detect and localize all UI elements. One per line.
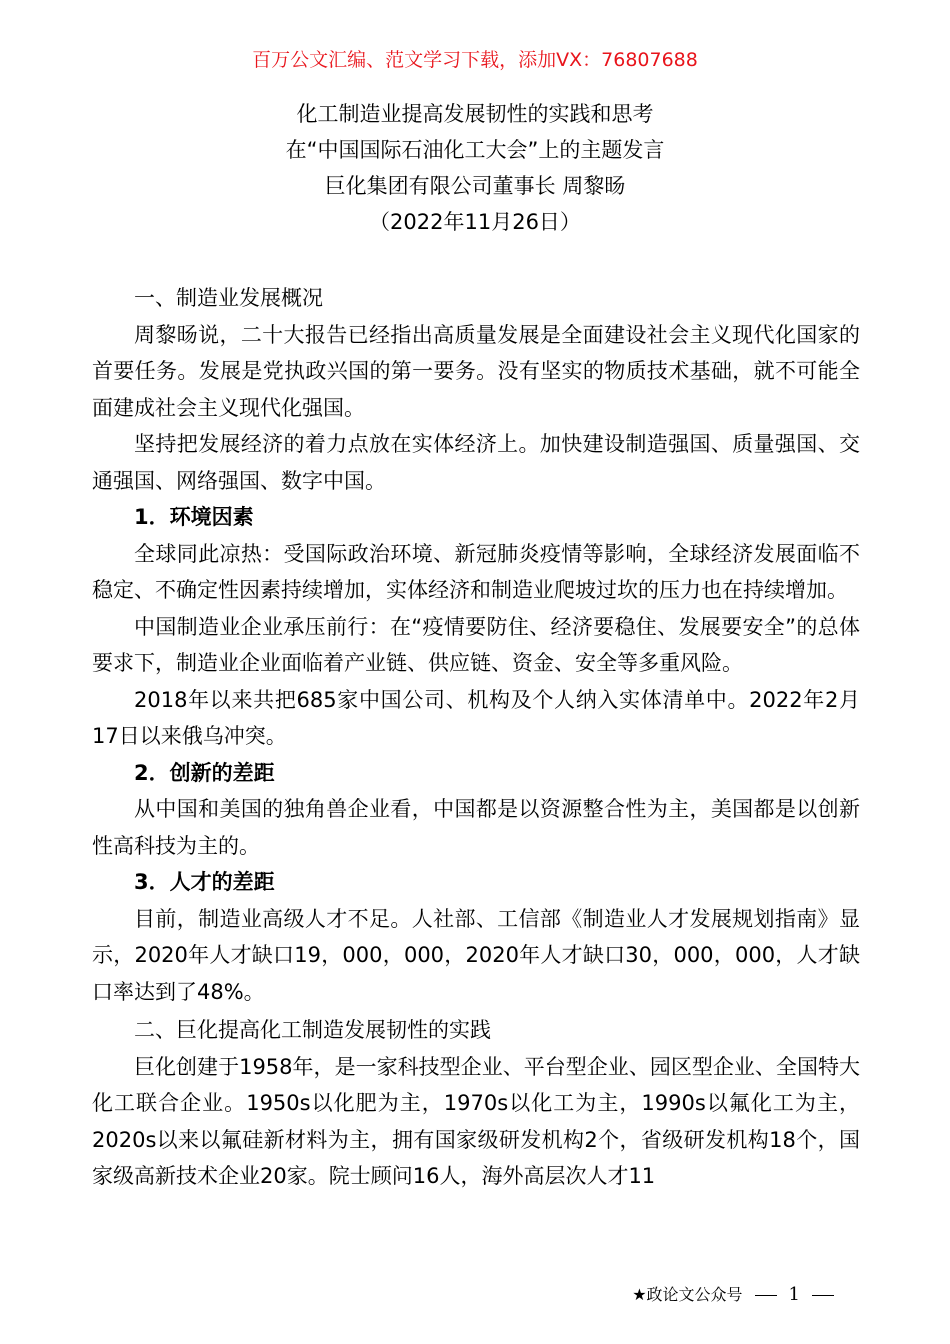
section-heading: 一、制造业发展概况: [134, 286, 323, 310]
page-footer: [632, 1282, 834, 1308]
body-paragraph: 全球同此凉热：受国际政治环境、新冠肺炎疫情等影响，全球经济发展面临不稳定、不确定性因素持续增加，实体经济和制造业爬坡过坎的压力也在持续增加。: [92, 541, 860, 602]
subsection-heading: 2．创新的差距: [134, 760, 275, 785]
promo-banner: 百万公文汇编、范文学习下载，添加VX：76807688: [252, 49, 698, 71]
speaker-line: 巨化集团有限公司董事长 周黎旸: [324, 174, 626, 198]
page-number: 1: [788, 1284, 800, 1305]
body-paragraph: 从中国和美国的独角兽企业看，中国都是以资源整合性为主，美国都是以创新性高科技为主的。: [92, 797, 860, 858]
document-subtitle: 在“中国国际石油化工大会”上的主题发言: [285, 138, 665, 162]
body-paragraph: 坚持把发展经济的着力点放在实体经济上。加快建设制造强国、质量强国、交通强国、网络强国、数字中国。: [92, 432, 860, 493]
footer-dash-left: [755, 1295, 777, 1296]
document-header: [0, 96, 950, 240]
subsection-heading: 1．环境因素: [134, 505, 254, 529]
body-paragraph: 2018年以来共把685家中国公司、机构及个人纳入实体清单中。2022年2月17日以来俄乌冲突。: [92, 687, 860, 748]
document-body: [92, 278, 860, 1195]
document-title: 化工制造业提高发展韧性的实践和思考: [296, 102, 654, 126]
body-paragraph: 中国制造业企业承压前行：在“疫情要防住、经济要稳住、发展要安全”的总体要求下，制造业企业面临着产业链、供应链、资金、安全等多重风险。: [92, 614, 860, 675]
subsection-heading: 3．人才的差距: [134, 870, 275, 894]
section-heading: 二、巨化提高化工制造发展韧性的实践: [134, 1018, 491, 1042]
footer-source: ★政论文公众号: [632, 1285, 743, 1304]
body-paragraph: 巨化创建于1958年，是一家科技型企业、平台型企业、园区型企业、全国特大化工联合企业。1950s以化肥为主，1970s以化工为主，1990s以氟化工为主，2020s以来以氟硅新材料为主，拥有国家级研发机构2个，省级研发机构18个，国家级高新技术企业20家。院士顾问16人，海外高层次人才11: [92, 1054, 860, 1188]
body-paragraph: 周黎旸说，二十大报告已经指出高质量发展是全面建设社会主义现代化国家的首要任务。发展是党执政兴国的第一要务。没有坚实的物质技术基础，就不可能全面建成社会主义现代化强国。: [92, 322, 860, 420]
body-paragraph: 目前，制造业高级人才不足。人社部、工信部《制造业人才发展规划指南》显示，2020年人才缺口19，000，000，2020年人才缺口30，000，000，人才缺口率达到了48%。: [92, 906, 860, 1004]
speech-date: （2022年11月26日）: [369, 210, 581, 234]
footer-dash-right: [812, 1295, 834, 1296]
